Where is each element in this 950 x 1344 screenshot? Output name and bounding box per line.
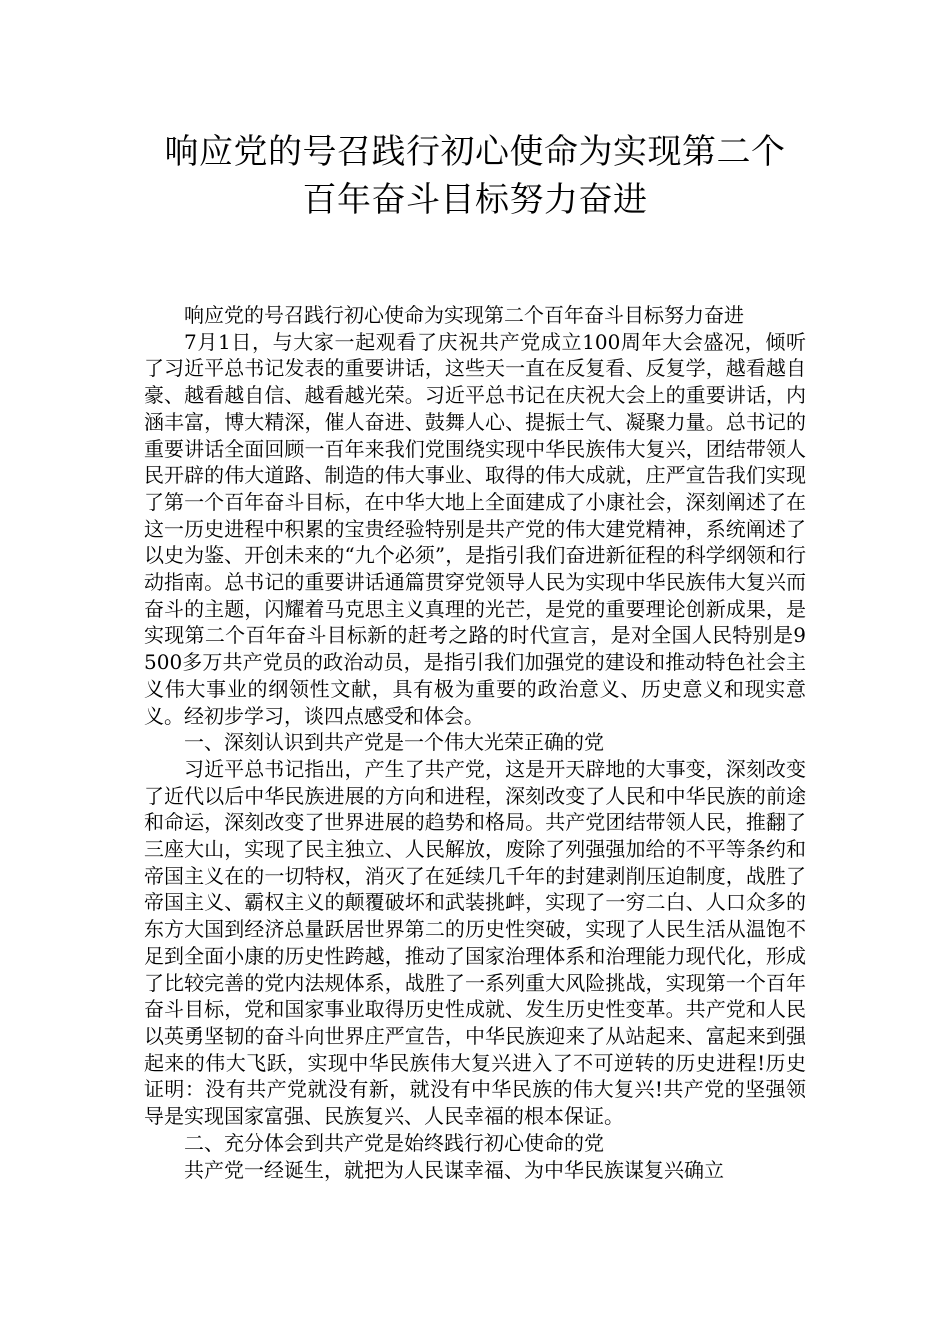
document-body — [144, 302, 806, 1183]
subtitle-paragraph: 响应党的号召践行初心使命为实现第二个百年奋斗目标努力奋进 — [184, 303, 744, 327]
section-heading-2: 二、充分体会到共产党是始终践行初心使命的党 — [184, 1130, 604, 1155]
body-paragraph: 7月1日，与大家一起观看了庆祝共产党成立100周年大会盛况，倾听了习近平总书记发表的重要讲话，这些天一直在反复看、反复学，越看越自豪、越看越自信、越看越光荣。习近平总书记在庆祝大会上的重要讲话，内涵丰富，博大精深，催人奋进、鼓舞人心、提振士气、凝聚力量。总书记的重要讲话全面回顾一百年来我们党围绕实现中华民族伟大复兴，团结带领人民开辟的伟大道路、制造的伟大事业、取得的伟大成就，庄严宣告我们实现了第一个百年奋斗目标，在中华大地上全面建成了小康社会，深刻阐述了在这一历史进程中积累的宝贵经验特别是共产党的伟大建党精神，系统阐述了以史为鉴、开创未来的“九个必须”，是指引我们奋进新征程的科学纲领和行动指南。总书记的重要讲话通篇贯穿党领导人民为实现中华民族伟大复兴而奋斗的主题，闪耀着马克思主义真理的光芒，是党的重要理论创新成果，是实现第二个百年奋斗目标新的赶考之路的时代宣言，是对全国人民特别是9500多万共产党员的政治动员，是指引我们加强党的建设和推动特色社会主义伟大事业的纲领性文献，具有极为重要的政治意义、历史意义和现实意义。经初步学习，谈四点感受和体会。 — [144, 329, 806, 728]
title-line-2: 百年奋斗目标努力奋进 — [302, 180, 648, 220]
body-paragraph: 共产党一经诞生，就把为人民谋幸福、为中华民族谋复兴确立 — [184, 1157, 724, 1182]
body-paragraph: 习近平总书记指出，产生了共产党，这是开天辟地的大事变，深刻改变了近代以后中华民族进展的方向和进程，深刻改变了人民和中华民族的前途和命运，深刻改变了世界进展的趋势和格局。共产党团结带领人民，推翻了三座大山，实现了民主独立、人民解放，废除了列强强加给的不平等条约和帝国主义在的一切特权，消灭了在延续几千年的封建剥削压迫制度，战胜了帝国主义、霸权主义的颠覆破坏和武装挑衅，实现了一穷二白、人口众多的东方大国到经济总量跃居世界第二的历史性突破，实现了人民生活从温饱不足到全面小康的历史性跨越，推动了国家治理体系和治理能力现代化，形成了比较完善的党内法规体系，战胜了一系列重大风险挑战，实现第一个百年奋斗目标，党和国家事业取得历史性成就、发生历史性变革。共产党和人民以英勇坚韧的奋斗向世界庄严宣告，中华民族迎来了从站起来、富起来到强起来的伟大飞跃，实现中华民族伟大复兴进入了不可逆转的历史进程!历史证明：没有共产党就没有新，就没有中华民族的伟大复兴!共产党的坚强领导是实现国家富强、民族复兴、人民幸福的根本保证。 — [144, 756, 806, 1129]
section-heading-1: 一、深刻认识到共产党是一个伟大光荣正确的党 — [184, 730, 604, 755]
title-line-1: 响应党的号召践行初心使命为实现第二个 — [164, 132, 786, 172]
document-title — [144, 0, 806, 224]
document-page — [144, 0, 806, 1183]
